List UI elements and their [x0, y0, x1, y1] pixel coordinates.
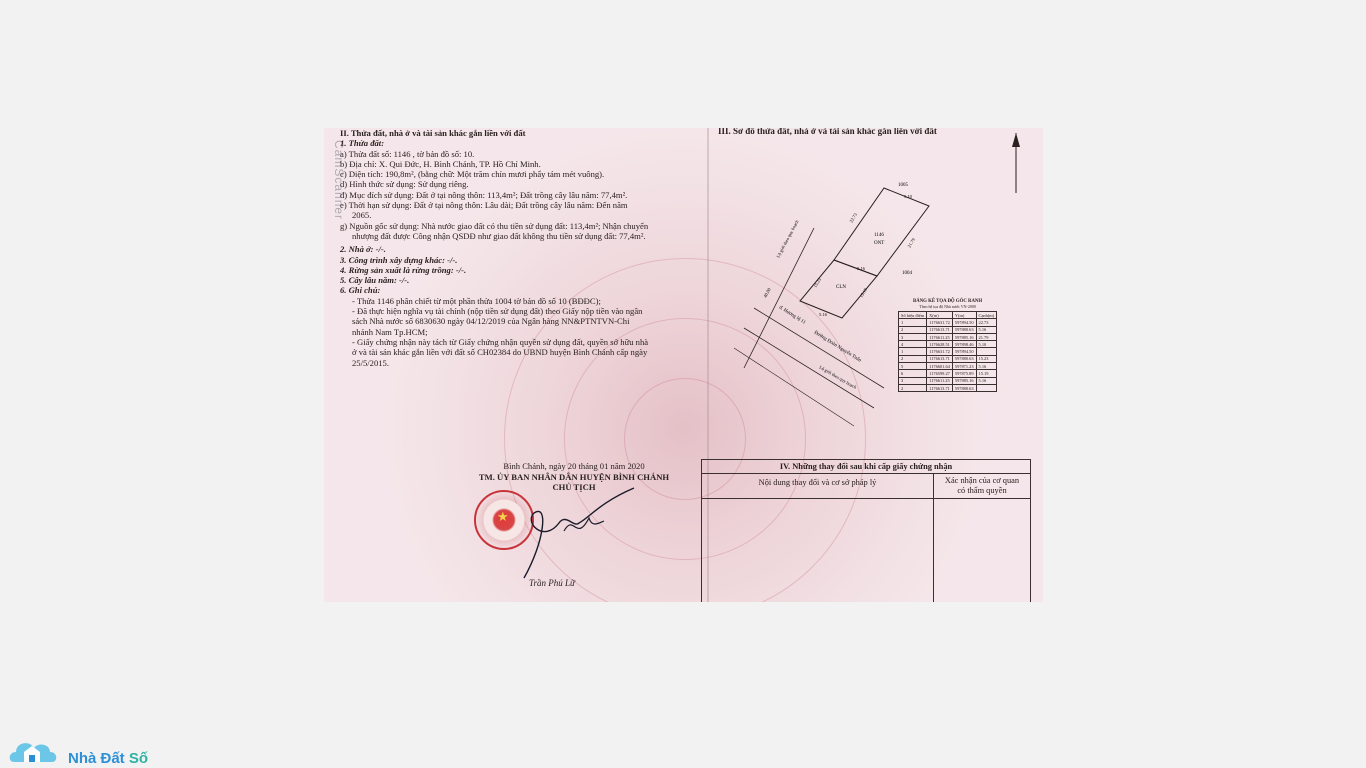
coord-cell: 597875.89	[952, 370, 976, 377]
dim-label: 22.73	[848, 212, 858, 224]
signer-name: Trần Phú Lữ	[529, 578, 575, 588]
coord-row	[899, 341, 997, 348]
section-2-header: II. Thửa đất, nhà ở và tài sản khác gắn liền với đất	[340, 128, 526, 138]
label-street: Đường Đoàn Nguyễn Tuấn	[812, 330, 862, 364]
coord-cell: 597880.63	[952, 326, 976, 333]
coord-cell: 597894.50	[952, 319, 976, 326]
coord-cell: 5.16	[976, 363, 997, 370]
s5-perennial-trees: 5. Cây lâu năm: -/-.	[340, 275, 410, 286]
coord-cell: 2	[899, 355, 927, 362]
section-4-body-row	[702, 499, 1030, 602]
label-cln: CLN	[836, 285, 846, 290]
coord-table-subtitle: Theo hệ tọa độ Nhà nước VN-2000	[919, 304, 976, 309]
coord-header-row	[899, 312, 997, 319]
line-e2: 2065.	[352, 210, 372, 221]
label-huong-lo: đ. Hương lộ 11	[777, 305, 807, 326]
note-3c: 25/5/2015.	[352, 357, 390, 368]
coord-cell: 5.16	[976, 326, 997, 333]
coord-cell: 597885.16	[952, 377, 976, 384]
empty-change-cell	[702, 499, 934, 602]
coordinate-table	[898, 299, 997, 392]
line-e1: e) Thời hạn sử dụng: Đất ở tại nông thôn: Lâu dài; Đất trồng cây lâu năm: Đến năm	[340, 200, 628, 211]
label-1004: 1004	[902, 271, 912, 276]
label-1005: 1005	[898, 183, 908, 188]
star-icon: ★	[497, 509, 509, 524]
road-edge-line	[754, 308, 884, 388]
dim-label: 5.10	[904, 194, 912, 199]
coord-cell: 597898.46	[952, 341, 976, 348]
section-4-title: IV. Những thay đổi sau khi cấp giấy chứng nhận	[702, 460, 1030, 474]
coord-cell: 1176611.25	[927, 333, 953, 340]
coord-cell: 1176631.72	[927, 319, 953, 326]
s2-house: 2. Nhà ở: -/-.	[340, 244, 386, 255]
coord-cell: 6	[899, 370, 927, 377]
note-1: - Thửa 1146 phân chiết từ một phần thửa 1004 tờ bản đồ số 10 (BĐĐC);	[352, 295, 601, 306]
coord-cell: 2	[899, 384, 927, 391]
coord-cell: 1	[899, 348, 927, 355]
col-authority-confirmation	[934, 474, 1030, 498]
coord-cell: 5	[899, 363, 927, 370]
sign-title: CHỦ TỊCH	[552, 482, 596, 492]
coord-cell: 21.79	[976, 333, 997, 340]
camscanner-watermark: CamScanner	[332, 140, 346, 221]
handwritten-signature	[504, 483, 644, 593]
coord-cell: 3	[899, 377, 927, 384]
coord-cell: 597871.23	[952, 363, 976, 370]
s4-forest: 4. Rừng sản xuất là rừng trồng: -/-.	[340, 264, 467, 275]
line-g1: g) Nguồn gốc sử dụng: Nhà nước giao đất có thu tiền sử dụng đất: 113,4m²; Nhận chuyển	[340, 220, 649, 231]
coord-row	[899, 370, 997, 377]
coord-cell: 2	[899, 326, 927, 333]
s3-other-construction: 3. Công trình xây dựng khác: -/-.	[340, 254, 458, 265]
dim-label: 21.79	[906, 237, 916, 249]
line-g2: nhượng đất được Công nhận QSDĐ như giao đất không thu tiền sử dụng đất: 77,4m².	[352, 230, 646, 241]
label-1146: 1146	[874, 233, 884, 238]
note-2c: nhánh Nam Tp.HCM;	[352, 326, 428, 337]
coord-header-cell: X(m)	[927, 312, 953, 319]
dim-label: 5.16	[819, 312, 827, 317]
line-c: c) Diện tích: 190,8m², (bằng chữ: Một trăm chín mươi phẩy tám mét vuông).	[340, 169, 605, 180]
coord-cell: 1176601.64	[927, 363, 953, 370]
coord-cell: 4	[899, 341, 927, 348]
sign-org: TM. ỦY BAN NHÂN DÂN HUYỆN BÌNH CHÁNH	[478, 471, 670, 482]
note-2b: sách Nhà nước số 6830630 ngày 04/12/2019 của Ngân hàng NN&PTNTVN-Chi	[352, 316, 630, 327]
line-d: d) Hình thức sử dụng: Sử dụng riêng.	[340, 179, 469, 190]
col-authority-line1: Xác nhận của cơ quan	[944, 476, 1020, 485]
label-ont: ONT	[874, 241, 885, 246]
coord-cell	[976, 384, 997, 391]
coord-cell: 22.73	[976, 319, 997, 326]
note-3a: - Giấy chứng nhận này tách từ Giấy chứng nhận quyền sử dụng đất, quyền sở hữu nhà	[352, 336, 649, 347]
coord-cell: 597880.63	[952, 355, 976, 362]
coord-cell: 1176631.72	[927, 348, 953, 355]
north-arrow-icon	[1004, 133, 1028, 193]
section-4-header-row	[702, 474, 1030, 499]
coord-row	[899, 348, 997, 355]
coord-row	[899, 377, 997, 384]
line-a: a) Thửa đất số: 1146 , tờ bản đồ số: 10.	[340, 148, 475, 159]
coord-row	[899, 363, 997, 370]
road-edge-line	[734, 348, 854, 426]
coord-cell	[976, 348, 997, 355]
coord-cell: 15.19	[976, 370, 997, 377]
section-3-title: III. Sơ đồ thửa đất, nhà ở và tài sản khác gắn liền với đất	[718, 128, 937, 136]
coord-row	[899, 333, 997, 340]
coord-header-cell: Số hiệu điểm	[899, 312, 927, 319]
coord-cell: 1176628.51	[927, 341, 953, 348]
coord-header-cell: Y(m)	[952, 312, 976, 319]
coord-row	[899, 319, 997, 326]
logo-wordmark[interactable]	[68, 750, 148, 767]
note-3b: ở và tài sản khác gắn liền với đất số CH02384 do UBND huyện Bình Chánh cấp ngày	[352, 347, 648, 358]
line-b: b) Địa chỉ: X. Qui Đức, H. Bình Chánh, TP. Hồ Chí Minh.	[340, 158, 541, 169]
coord-row	[899, 384, 997, 391]
dim-label: 40.00	[762, 287, 772, 299]
coord-cell: 597885.16	[952, 333, 976, 340]
sign-date: Bình Chánh, ngày 20 tháng 01 năm 2020	[503, 461, 645, 471]
road-edge-line	[744, 328, 874, 408]
coord-row	[899, 355, 997, 362]
coord-header-cell: Cạnh(m)	[976, 312, 997, 319]
s6-notes-title: 6. Ghi chú:	[340, 285, 381, 296]
coord-cell: 1176613.71	[927, 326, 953, 333]
coord-cell: 1176613.71	[927, 355, 953, 362]
coord-cell: 5.16	[976, 377, 997, 384]
coord-cell: 3	[899, 333, 927, 340]
s1-title: 1. Thửa đất:	[340, 138, 385, 149]
coord-cell: 15.23	[976, 355, 997, 362]
coord-cell: 1176599.27	[927, 370, 953, 377]
line-dd: đ) Mục đích sử dụng: Đất ở tại nông thôn: 113,4m²; Đất trồng cây lâu năm: 77,4m².	[340, 189, 628, 200]
note-2a: - Đã thực hiện nghĩa vụ tài chính (nộp tiền sử dụng đất) theo Giấy nộp tiền vào ngân	[352, 306, 643, 317]
coord-cell: 1176613.71	[927, 384, 953, 391]
dim-label: 15.23	[812, 277, 822, 289]
logo-text-b: Số	[128, 750, 149, 767]
coord-cell: 1176611.25	[927, 377, 953, 384]
land-certificate-scan	[324, 128, 1043, 602]
section-4-changes-table	[701, 459, 1031, 602]
dim-label: 5.16	[857, 266, 865, 271]
coord-cell: 5.10	[976, 341, 997, 348]
logo-text-a: Nhà Đất	[68, 750, 129, 767]
coord-cell: 1	[899, 319, 927, 326]
coord-cell: 597894.50	[952, 348, 976, 355]
coord-cell: 597880.63	[952, 384, 976, 391]
empty-authority-cell	[934, 499, 1030, 602]
coord-table-grid	[898, 311, 997, 392]
coord-table-title: BẢNG KÊ TỌA ĐỘ GÓC RANH	[913, 299, 983, 304]
label-setback-bottom: Lộ giới theo quy hoạch	[818, 364, 858, 390]
col-authority-line2: có thẩm quyền	[957, 486, 1007, 495]
section-2-land-info	[340, 128, 690, 368]
parcel-ont-shape	[834, 188, 929, 276]
coord-row	[899, 326, 997, 333]
col-change-content: Nội dung thay đổi và cơ sở pháp lý	[702, 474, 934, 498]
dim-label: 15.19	[858, 287, 868, 299]
label-setback-top: Lộ giới theo quy hoạch	[775, 219, 800, 259]
